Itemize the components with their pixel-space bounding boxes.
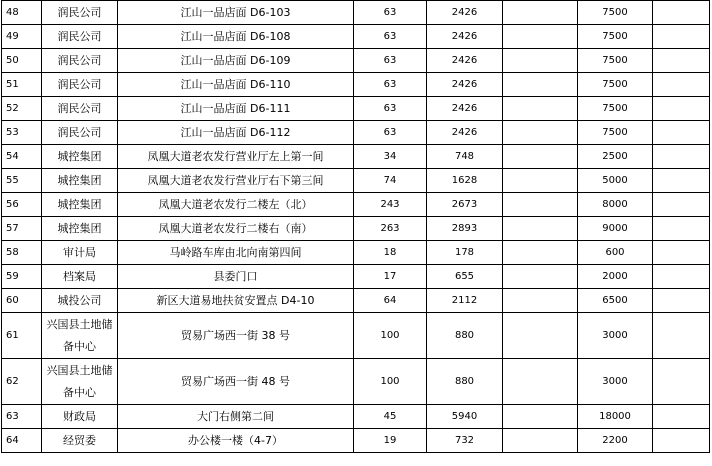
rent-cell: 5000 bbox=[578, 169, 653, 193]
total-cell: 178 bbox=[427, 241, 503, 265]
empty-cell bbox=[653, 217, 710, 241]
total-cell: 5940 bbox=[427, 405, 503, 429]
table-row bbox=[2, 73, 710, 97]
location-cell: 县委门口 bbox=[118, 265, 354, 289]
area-cell: 63 bbox=[354, 73, 427, 97]
table-row bbox=[2, 241, 710, 265]
location-cell: 江山一品店面 D6-110 bbox=[118, 73, 354, 97]
table-row bbox=[2, 265, 710, 289]
area-cell: 63 bbox=[354, 1, 427, 25]
unit-cell: 城控集团 bbox=[42, 145, 118, 169]
empty-cell bbox=[503, 169, 578, 193]
total-cell: 2426 bbox=[427, 49, 503, 73]
table-row bbox=[2, 49, 710, 73]
empty-cell bbox=[503, 359, 578, 405]
total-cell: 1628 bbox=[427, 169, 503, 193]
area-cell: 18 bbox=[354, 241, 427, 265]
area-cell: 63 bbox=[354, 49, 427, 73]
rent-cell: 2200 bbox=[578, 429, 653, 453]
row-number-cell: 63 bbox=[2, 405, 42, 429]
table-row bbox=[2, 145, 710, 169]
location-cell: 凤凰大道老农发行二楼左（北） bbox=[118, 193, 354, 217]
row-number-cell: 56 bbox=[2, 193, 42, 217]
rent-cell: 600 bbox=[578, 241, 653, 265]
empty-cell bbox=[503, 97, 578, 121]
empty-cell bbox=[653, 313, 710, 359]
rent-cell: 7500 bbox=[578, 73, 653, 97]
empty-cell bbox=[503, 241, 578, 265]
empty-cell bbox=[653, 241, 710, 265]
table-row bbox=[2, 359, 710, 405]
total-cell: 2112 bbox=[427, 289, 503, 313]
unit-cell: 城投公司 bbox=[42, 289, 118, 313]
rent-cell: 6500 bbox=[578, 289, 653, 313]
location-cell: 江山一品店面 D6-108 bbox=[118, 25, 354, 49]
table-body bbox=[2, 1, 710, 453]
empty-cell bbox=[503, 193, 578, 217]
row-number-cell: 61 bbox=[2, 313, 42, 359]
unit-cell: 城控集团 bbox=[42, 193, 118, 217]
total-cell: 2426 bbox=[427, 1, 503, 25]
rent-cell: 3000 bbox=[578, 359, 653, 405]
total-cell: 880 bbox=[427, 359, 503, 405]
area-cell: 45 bbox=[354, 405, 427, 429]
row-number-cell: 53 bbox=[2, 121, 42, 145]
total-cell: 2426 bbox=[427, 25, 503, 49]
unit-cell: 财政局 bbox=[42, 405, 118, 429]
location-cell: 办公楼一楼（4-7） bbox=[118, 429, 354, 453]
empty-cell bbox=[653, 265, 710, 289]
area-cell: 263 bbox=[354, 217, 427, 241]
empty-cell bbox=[653, 97, 710, 121]
unit-cell: 润民公司 bbox=[42, 73, 118, 97]
empty-cell bbox=[653, 49, 710, 73]
empty-cell bbox=[653, 429, 710, 453]
unit-cell: 经贸委 bbox=[42, 429, 118, 453]
empty-cell bbox=[503, 49, 578, 73]
area-cell: 19 bbox=[354, 429, 427, 453]
rent-cell: 8000 bbox=[578, 193, 653, 217]
empty-cell bbox=[653, 145, 710, 169]
empty-cell bbox=[503, 1, 578, 25]
empty-cell bbox=[503, 217, 578, 241]
unit-cell: 润民公司 bbox=[42, 1, 118, 25]
area-cell: 100 bbox=[354, 359, 427, 405]
unit-cell: 兴国县土地储备中心 bbox=[42, 359, 118, 405]
total-cell: 655 bbox=[427, 265, 503, 289]
table-row bbox=[2, 405, 710, 429]
rent-cell: 2500 bbox=[578, 145, 653, 169]
area-cell: 63 bbox=[354, 25, 427, 49]
area-cell: 64 bbox=[354, 289, 427, 313]
table-row bbox=[2, 289, 710, 313]
unit-cell: 润民公司 bbox=[42, 25, 118, 49]
table-row bbox=[2, 313, 710, 359]
location-cell: 凤凰大道老农发行营业厅左上第一间 bbox=[118, 145, 354, 169]
rent-cell: 7500 bbox=[578, 1, 653, 25]
location-cell: 凤凰大道老农发行营业厅右下第三间 bbox=[118, 169, 354, 193]
area-cell: 100 bbox=[354, 313, 427, 359]
rental-table bbox=[1, 0, 710, 453]
location-cell: 江山一品店面 D6-112 bbox=[118, 121, 354, 145]
table-row bbox=[2, 121, 710, 145]
empty-cell bbox=[653, 73, 710, 97]
table-row bbox=[2, 429, 710, 453]
table-row bbox=[2, 97, 710, 121]
area-cell: 34 bbox=[354, 145, 427, 169]
location-cell: 江山一品店面 D6-103 bbox=[118, 1, 354, 25]
empty-cell bbox=[653, 405, 710, 429]
table-row bbox=[2, 25, 710, 49]
empty-cell bbox=[503, 25, 578, 49]
row-number-cell: 64 bbox=[2, 429, 42, 453]
rent-cell: 7500 bbox=[578, 49, 653, 73]
row-number-cell: 51 bbox=[2, 73, 42, 97]
location-cell: 凤凰大道老农发行二楼右（南） bbox=[118, 217, 354, 241]
empty-cell bbox=[503, 145, 578, 169]
rent-cell: 7500 bbox=[578, 25, 653, 49]
row-number-cell: 52 bbox=[2, 97, 42, 121]
unit-cell: 润民公司 bbox=[42, 49, 118, 73]
empty-cell bbox=[653, 121, 710, 145]
row-number-cell: 55 bbox=[2, 169, 42, 193]
total-cell: 2426 bbox=[427, 121, 503, 145]
empty-cell bbox=[503, 313, 578, 359]
empty-cell bbox=[653, 193, 710, 217]
empty-cell bbox=[503, 405, 578, 429]
total-cell: 2673 bbox=[427, 193, 503, 217]
location-cell: 贸易广场西一街 38 号 bbox=[118, 313, 354, 359]
location-cell: 贸易广场西一街 48 号 bbox=[118, 359, 354, 405]
table-row bbox=[2, 169, 710, 193]
unit-cell: 兴国县土地储备中心 bbox=[42, 313, 118, 359]
rent-cell: 7500 bbox=[578, 97, 653, 121]
row-number-cell: 48 bbox=[2, 1, 42, 25]
total-cell: 732 bbox=[427, 429, 503, 453]
location-cell: 马岭路车库由北向南第四间 bbox=[118, 241, 354, 265]
empty-cell bbox=[503, 429, 578, 453]
empty-cell bbox=[503, 73, 578, 97]
total-cell: 2426 bbox=[427, 97, 503, 121]
total-cell: 748 bbox=[427, 145, 503, 169]
total-cell: 2893 bbox=[427, 217, 503, 241]
location-cell: 新区大道易地扶贫安置点 D4-10 bbox=[118, 289, 354, 313]
rent-cell: 7500 bbox=[578, 121, 653, 145]
rent-cell: 2000 bbox=[578, 265, 653, 289]
unit-cell: 城控集团 bbox=[42, 217, 118, 241]
area-cell: 63 bbox=[354, 97, 427, 121]
area-cell: 63 bbox=[354, 121, 427, 145]
table-row bbox=[2, 193, 710, 217]
empty-cell bbox=[653, 1, 710, 25]
unit-cell: 档案局 bbox=[42, 265, 118, 289]
location-cell: 大门右侧第二间 bbox=[118, 405, 354, 429]
empty-cell bbox=[503, 289, 578, 313]
empty-cell bbox=[503, 265, 578, 289]
row-number-cell: 49 bbox=[2, 25, 42, 49]
total-cell: 880 bbox=[427, 313, 503, 359]
row-number-cell: 58 bbox=[2, 241, 42, 265]
area-cell: 17 bbox=[354, 265, 427, 289]
row-number-cell: 50 bbox=[2, 49, 42, 73]
empty-cell bbox=[653, 289, 710, 313]
location-cell: 江山一品店面 D6-109 bbox=[118, 49, 354, 73]
table-row bbox=[2, 1, 710, 25]
rent-cell: 9000 bbox=[578, 217, 653, 241]
empty-cell bbox=[653, 25, 710, 49]
unit-cell: 润民公司 bbox=[42, 97, 118, 121]
area-cell: 243 bbox=[354, 193, 427, 217]
total-cell: 2426 bbox=[427, 73, 503, 97]
empty-cell bbox=[503, 121, 578, 145]
location-cell: 江山一品店面 D6-111 bbox=[118, 97, 354, 121]
rent-cell: 3000 bbox=[578, 313, 653, 359]
unit-cell: 城控集团 bbox=[42, 169, 118, 193]
row-number-cell: 60 bbox=[2, 289, 42, 313]
row-number-cell: 59 bbox=[2, 265, 42, 289]
row-number-cell: 57 bbox=[2, 217, 42, 241]
unit-cell: 润民公司 bbox=[42, 121, 118, 145]
row-number-cell: 62 bbox=[2, 359, 42, 405]
empty-cell bbox=[653, 359, 710, 405]
rent-cell: 18000 bbox=[578, 405, 653, 429]
area-cell: 74 bbox=[354, 169, 427, 193]
row-number-cell: 54 bbox=[2, 145, 42, 169]
table-row bbox=[2, 217, 710, 241]
unit-cell: 审计局 bbox=[42, 241, 118, 265]
empty-cell bbox=[653, 169, 710, 193]
